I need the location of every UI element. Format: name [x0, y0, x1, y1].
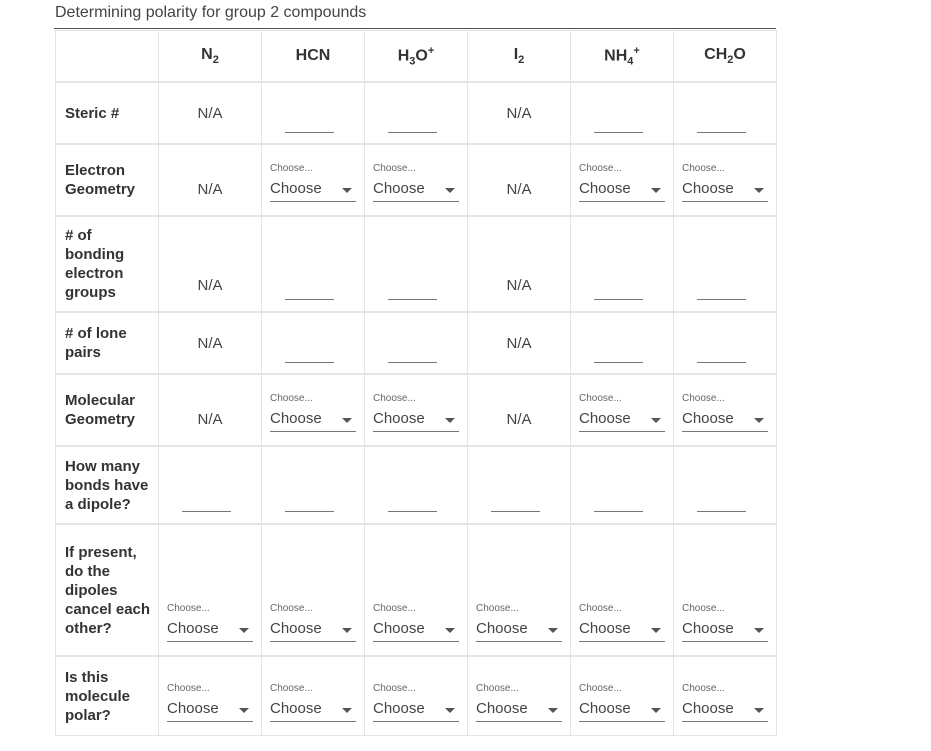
answer-input[interactable] — [285, 299, 334, 300]
chevron-down-icon — [342, 708, 352, 713]
row-label-text: If present, do the dipoles cancel each other? — [65, 543, 151, 637]
answer-input[interactable] — [182, 511, 231, 512]
dropdown-placeholder: Choose... — [682, 393, 725, 404]
formula-superscript: + — [633, 44, 640, 57]
choose-dropdown[interactable] — [682, 163, 768, 202]
choose-dropdown[interactable] — [579, 683, 665, 722]
choose-dropdown[interactable] — [579, 393, 665, 432]
formula-subscript: 4 — [627, 55, 634, 68]
dropdown-placeholder: Choose... — [270, 393, 313, 404]
na-text: N/A — [506, 335, 532, 352]
table-cell — [158, 144, 262, 216]
choose-dropdown[interactable] — [476, 683, 562, 722]
dropdown-value — [682, 697, 768, 722]
dropdown-value — [476, 697, 562, 722]
column-header — [673, 30, 777, 82]
table-cell — [673, 82, 777, 144]
table-corner-cell — [55, 30, 159, 82]
table-cell — [673, 656, 777, 736]
dropdown-value — [270, 407, 356, 432]
dropdown-placeholder: Choose... — [167, 683, 210, 694]
dropdown-value — [373, 697, 459, 722]
dropdown-placeholder: Choose... — [270, 603, 313, 614]
formula-base: I — [513, 45, 519, 63]
table-cell — [261, 374, 365, 446]
chevron-down-icon — [548, 628, 558, 633]
choose-dropdown[interactable] — [476, 603, 562, 642]
table-cell — [467, 312, 571, 374]
choose-dropdown[interactable] — [270, 603, 356, 642]
answer-input[interactable] — [697, 132, 746, 133]
chevron-down-icon — [445, 628, 455, 633]
dropdown-placeholder: Choose... — [579, 393, 622, 404]
dropdown-value — [579, 697, 665, 722]
formula-subscript: 2 — [212, 54, 219, 67]
formula-base: CH — [704, 45, 728, 63]
answer-input[interactable] — [594, 132, 643, 133]
dropdown-placeholder: Choose... — [579, 603, 622, 614]
formula-post: O — [415, 47, 428, 65]
table-cell — [364, 312, 468, 374]
answer-input[interactable] — [594, 299, 643, 300]
chevron-down-icon — [754, 708, 764, 713]
row-label — [55, 144, 159, 216]
chevron-down-icon — [754, 628, 764, 633]
table-cell — [570, 446, 674, 524]
row-label-text: # of lone pairs — [65, 325, 127, 361]
column-header — [570, 30, 674, 82]
formula-base: N — [201, 45, 213, 63]
table-cell — [364, 374, 468, 446]
na-text: N/A — [506, 411, 532, 428]
table-cell — [467, 144, 571, 216]
answer-input[interactable] — [388, 299, 437, 300]
table-cell — [261, 656, 365, 736]
answer-input[interactable] — [285, 362, 334, 363]
table-cell — [364, 524, 468, 656]
dropdown-placeholder: Choose... — [167, 603, 210, 614]
dropdown-value-text: Choose — [579, 700, 631, 717]
table-cell — [673, 144, 777, 216]
choose-dropdown[interactable] — [579, 163, 665, 202]
dropdown-value-text: Choose — [682, 620, 734, 637]
dropdown-placeholder: Choose... — [373, 683, 416, 694]
dropdown-value-text: Choose — [682, 180, 734, 197]
row-label-text: How many bonds have a dipole? — [65, 457, 149, 513]
chevron-down-icon — [445, 188, 455, 193]
table-cell — [673, 374, 777, 446]
chevron-down-icon — [342, 188, 352, 193]
chevron-down-icon — [754, 418, 764, 423]
chevron-down-icon — [342, 418, 352, 423]
dropdown-placeholder: Choose... — [373, 393, 416, 404]
compound-formula — [704, 46, 746, 66]
na-text: N/A — [197, 411, 223, 428]
dropdown-value-text: Choose — [579, 180, 631, 197]
table-cell — [467, 82, 571, 144]
dropdown-value — [270, 177, 356, 202]
dropdown-value — [373, 407, 459, 432]
na-text: N/A — [506, 105, 532, 122]
column-header — [261, 30, 365, 82]
table-cell — [673, 446, 777, 524]
dropdown-value-text: Choose — [682, 700, 734, 717]
table-cell — [467, 216, 571, 312]
chevron-down-icon — [342, 628, 352, 633]
row-label — [55, 312, 159, 374]
na-text: N/A — [197, 335, 223, 352]
row-label — [55, 216, 159, 312]
answer-input[interactable] — [594, 511, 643, 512]
chevron-down-icon — [651, 418, 661, 423]
table-cell — [673, 312, 777, 374]
table-cell — [158, 524, 262, 656]
choose-dropdown[interactable] — [373, 393, 459, 432]
dropdown-value — [270, 697, 356, 722]
choose-dropdown[interactable] — [682, 603, 768, 642]
formula-base: NH — [604, 47, 628, 65]
table-cell — [158, 446, 262, 524]
dropdown-placeholder: Choose... — [373, 603, 416, 614]
answer-input[interactable] — [388, 362, 437, 363]
page-title: Determining polarity for group 2 compounds — [55, 4, 367, 21]
table-cell — [158, 216, 262, 312]
dropdown-value-text: Choose — [373, 410, 425, 427]
answer-input[interactable] — [491, 511, 540, 512]
answer-input[interactable] — [285, 132, 334, 133]
row-label-text: Molecular Geometry — [65, 392, 136, 428]
row-label-text: Is this molecule polar? — [65, 668, 131, 724]
dropdown-value-text: Choose — [476, 620, 528, 637]
dropdown-value-text: Choose — [373, 620, 425, 637]
chevron-down-icon — [651, 628, 661, 633]
chevron-down-icon — [239, 628, 249, 633]
column-header — [158, 30, 262, 82]
title-divider — [54, 28, 776, 29]
dropdown-placeholder: Choose... — [373, 163, 416, 174]
table-cell — [570, 82, 674, 144]
dropdown-placeholder: Choose... — [579, 163, 622, 174]
chevron-down-icon — [651, 188, 661, 193]
column-header — [467, 30, 571, 82]
compound-formula — [398, 45, 435, 68]
table-cell — [364, 446, 468, 524]
dropdown-value-text: Choose — [167, 620, 219, 637]
formula-post: O — [733, 45, 746, 63]
dropdown-value — [373, 617, 459, 642]
dropdown-placeholder: Choose... — [476, 683, 519, 694]
table-cell — [570, 216, 674, 312]
answer-input[interactable] — [594, 362, 643, 363]
answer-input[interactable] — [697, 511, 746, 512]
dropdown-value-text: Choose — [476, 700, 528, 717]
dropdown-value-text: Choose — [373, 700, 425, 717]
dropdown-value — [682, 617, 768, 642]
table-cell — [570, 312, 674, 374]
chevron-down-icon — [445, 418, 455, 423]
compound-formula — [514, 46, 525, 66]
table-cell — [364, 656, 468, 736]
dropdown-value — [579, 177, 665, 202]
dropdown-value-text: Choose — [270, 410, 322, 427]
table-cell — [673, 216, 777, 312]
dropdown-value — [476, 617, 562, 642]
table-cell — [570, 656, 674, 736]
answer-input[interactable] — [697, 299, 746, 300]
table-cell — [364, 144, 468, 216]
row-label-text: Electron Geometry — [65, 162, 136, 198]
dropdown-value — [373, 177, 459, 202]
answer-input[interactable] — [285, 511, 334, 512]
dropdown-placeholder: Choose... — [270, 163, 313, 174]
choose-dropdown[interactable] — [373, 603, 459, 642]
row-label-text: # of bonding electron groups — [65, 227, 125, 301]
dropdown-value — [579, 617, 665, 642]
dropdown-placeholder: Choose... — [682, 603, 725, 614]
dropdown-value — [167, 697, 253, 722]
choose-dropdown[interactable] — [373, 683, 459, 722]
dropdown-value — [579, 407, 665, 432]
choose-dropdown[interactable] — [167, 603, 253, 642]
formula-base: HCN — [295, 47, 331, 64]
table-cell — [261, 82, 365, 144]
choose-dropdown[interactable] — [682, 393, 768, 432]
dropdown-placeholder: Choose... — [682, 163, 725, 174]
choose-dropdown[interactable] — [682, 683, 768, 722]
chevron-down-icon — [548, 708, 558, 713]
table-cell — [467, 524, 571, 656]
table-cell — [570, 524, 674, 656]
table-cell — [261, 216, 365, 312]
dropdown-value — [682, 177, 768, 202]
chevron-down-icon — [651, 708, 661, 713]
dropdown-value-text: Choose — [270, 620, 322, 637]
na-text: N/A — [506, 277, 532, 294]
na-text: N/A — [197, 105, 223, 122]
answer-input[interactable] — [388, 132, 437, 133]
chevron-down-icon — [239, 708, 249, 713]
chevron-down-icon — [445, 708, 455, 713]
compound-formula — [604, 45, 640, 68]
table-cell — [673, 524, 777, 656]
row-label — [55, 446, 159, 524]
dropdown-value — [167, 617, 253, 642]
chevron-down-icon — [754, 188, 764, 193]
table-cell — [467, 374, 571, 446]
table-cell — [364, 82, 468, 144]
table-cell — [364, 216, 468, 312]
na-text: N/A — [506, 181, 532, 198]
table-cell — [158, 374, 262, 446]
row-label — [55, 524, 159, 656]
table-cell — [467, 446, 571, 524]
na-text: N/A — [197, 277, 223, 294]
choose-dropdown[interactable] — [270, 163, 356, 202]
dropdown-value — [682, 407, 768, 432]
dropdown-value-text: Choose — [167, 700, 219, 717]
dropdown-value-text: Choose — [373, 180, 425, 197]
choose-dropdown[interactable] — [270, 393, 356, 432]
formula-subscript: 2 — [518, 54, 525, 67]
table-cell — [158, 312, 262, 374]
table-cell — [261, 446, 365, 524]
dropdown-value — [270, 617, 356, 642]
compound-formula — [201, 46, 219, 66]
formula-subscript: 2 — [727, 54, 734, 67]
polarity-table — [55, 30, 777, 736]
dropdown-value-text: Choose — [682, 410, 734, 427]
choose-dropdown[interactable] — [167, 683, 253, 722]
choose-dropdown[interactable] — [373, 163, 459, 202]
table-cell — [570, 144, 674, 216]
table-cell — [261, 312, 365, 374]
dropdown-placeholder: Choose... — [476, 603, 519, 614]
dropdown-placeholder: Choose... — [270, 683, 313, 694]
table-cell — [570, 374, 674, 446]
formula-subscript: 3 — [409, 55, 416, 68]
dropdown-value-text: Choose — [579, 410, 631, 427]
compound-formula — [296, 47, 331, 65]
row-label-text: Steric # — [65, 104, 120, 122]
choose-dropdown[interactable] — [270, 683, 356, 722]
dropdown-value-text: Choose — [270, 700, 322, 717]
row-label — [55, 374, 159, 446]
table-cell — [158, 82, 262, 144]
dropdown-placeholder: Choose... — [682, 683, 725, 694]
dropdown-value-text: Choose — [579, 620, 631, 637]
formula-superscript: + — [427, 44, 435, 57]
column-header — [364, 30, 468, 82]
answer-input[interactable] — [697, 362, 746, 363]
choose-dropdown[interactable] — [579, 603, 665, 642]
table-cell — [261, 524, 365, 656]
table-cell — [261, 144, 365, 216]
formula-base: H — [397, 47, 410, 65]
dropdown-placeholder: Choose... — [579, 683, 622, 694]
na-text: N/A — [197, 181, 223, 198]
table-cell — [467, 656, 571, 736]
table-cell — [158, 656, 262, 736]
row-label — [55, 82, 159, 144]
row-label — [55, 656, 159, 736]
dropdown-value-text: Choose — [270, 180, 322, 197]
answer-input[interactable] — [388, 511, 437, 512]
